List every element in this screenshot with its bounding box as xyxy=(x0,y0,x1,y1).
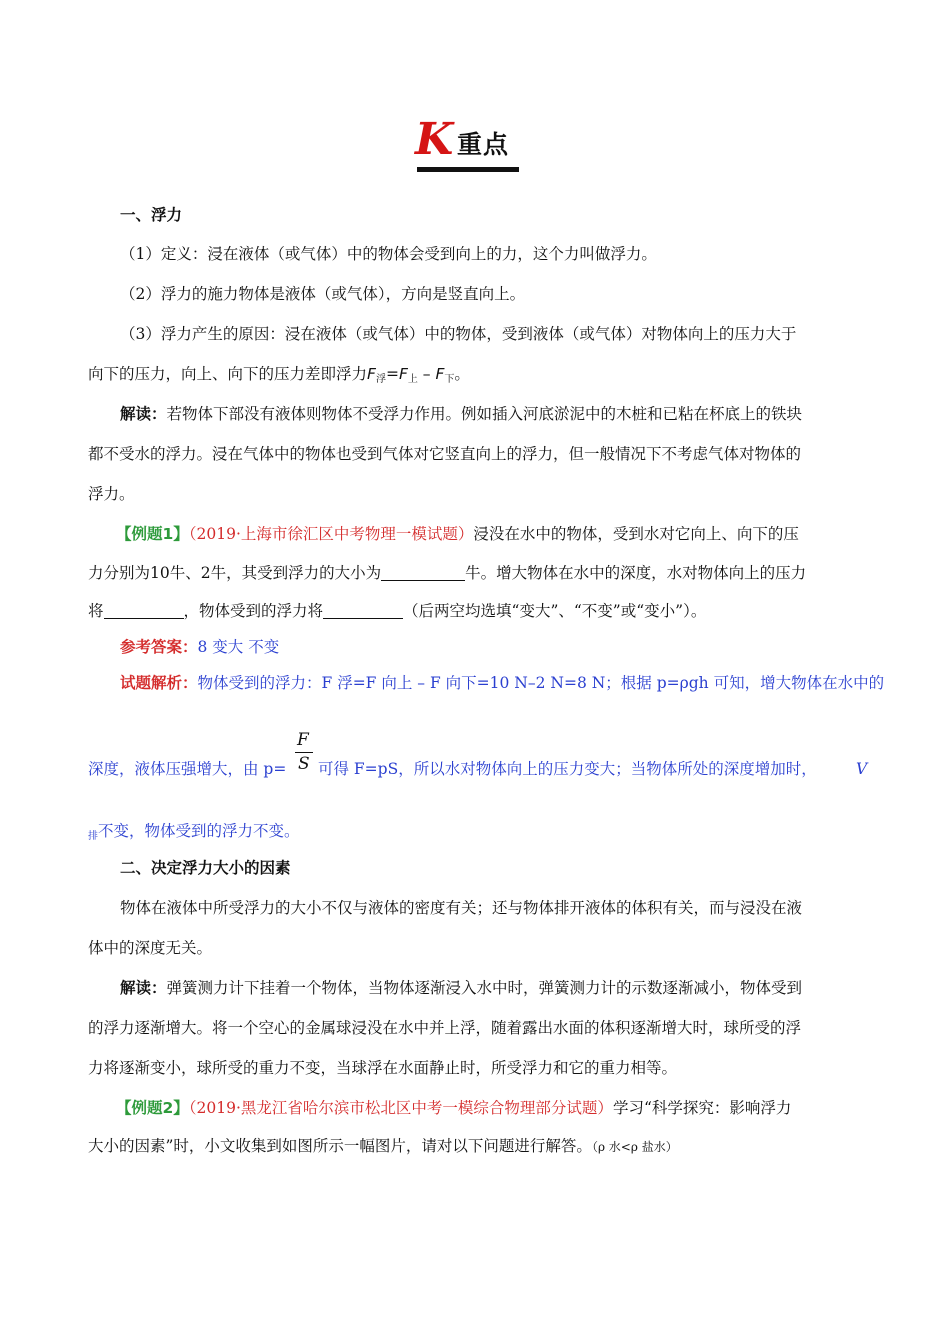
analysis-label: 试题解析： xyxy=(120,674,198,692)
section2-heading: 二、决定浮力大小的因素 xyxy=(120,859,291,877)
header-underline xyxy=(417,167,519,172)
example1-answer xyxy=(120,637,279,657)
analysis-text-3: 不变，物体受到的浮力不变。 xyxy=(98,822,300,840)
example1-line2 xyxy=(88,563,806,583)
section2-p1-line2: 体中的深度无关。 xyxy=(88,939,213,957)
section1-p2: （2）浮力的施力物体是液体（或气体），方向是竖直向上。 xyxy=(120,285,526,303)
fraction-denominator: S xyxy=(298,754,310,774)
explain2-label: 解读： xyxy=(120,979,167,997)
p3-line2-prefix: 向下的压力，向上、向下的压力差即浮力 xyxy=(88,365,368,383)
fraction-numerator: F xyxy=(297,730,309,750)
example1-line3-a: 将 xyxy=(88,602,104,620)
answer-blank-2[interactable] xyxy=(104,602,184,619)
formula-sub3: 下 xyxy=(444,374,455,385)
example1-analysis-v: V xyxy=(856,760,868,778)
header-letter: K xyxy=(415,114,454,165)
answer-blank-3[interactable] xyxy=(323,602,403,619)
example1-text: 浸没在水中的物体，受到水对它向上、向下的压 xyxy=(473,525,799,543)
formula-f3: F xyxy=(435,365,445,383)
section-header xyxy=(415,114,520,173)
example2-line2-text: 大小的因素”时，小文收集到如图所示一幅图片，请对以下问题进行解答。 xyxy=(88,1137,592,1155)
answer-blank-1[interactable] xyxy=(381,564,465,581)
section1-explain-line1 xyxy=(120,404,802,424)
section2-explain-line2: 的浮力逐渐增大。将一个空心的金属球浸没在水中并上浮，随着露出水面的体积逐渐增大时，球所受的浮 xyxy=(88,1019,802,1037)
example1-line3-c: （后两空均选填“变大”、“不变”或“变小”）。 xyxy=(403,602,707,620)
example2-text: 学习“科学探究：影响浮力 xyxy=(612,1099,792,1117)
section2-explain-line1 xyxy=(120,978,802,998)
example2-source: （2019·黑龙江省哈尔滨市松北区中考一模综合物理部分试题） xyxy=(188,1099,613,1117)
example1-tag: 【例题1】 xyxy=(116,525,189,543)
section1-explain-line2: 都不受水的浮力。浸在气体中的物体也受到气体对它竖直向上的浮力，但一般情况下不考虑气体对物体的 xyxy=(88,445,802,463)
formula-f1: F xyxy=(367,365,376,383)
answer-label: 参考答案： xyxy=(120,638,198,656)
analysis-sub-pai: 排 xyxy=(88,831,98,842)
explain2-text: 弹簧测力计下挂着一个物体，当物体逐渐浸入水中时，弹簧测力计的示数逐渐减小，物体受到 xyxy=(166,979,803,997)
example1-line3 xyxy=(88,601,706,621)
example1-line2-a: 力分别为10牛、2牛，其受到浮力的大小为 xyxy=(88,564,382,582)
example1-analysis-line2b: 可得 F=pS，所以水对物体向上的压力变大；当物体所处的深度增加时， xyxy=(318,760,817,778)
header-title: 重点 xyxy=(457,130,510,159)
section1-p3-line1: （3）浮力产生的原因：浸在液体（或气体）中的物体，受到液体（或气体）对物体向上的压力大于 xyxy=(120,325,797,343)
analysis-text-1: 物体受到的浮力：F 浮=F 向上 – F 向下=10 N–2 N=8 N；根据 p=ρgh 可知，增大物体在水中的 xyxy=(197,674,885,692)
formula-end: 。 xyxy=(454,365,470,383)
formula-sub1: 浮 xyxy=(375,374,386,385)
example1-line3-b: ，物体受到的浮力将 xyxy=(183,602,324,620)
formula-eq: = xyxy=(385,365,399,383)
fraction-bar xyxy=(295,752,313,753)
example1-source: （2019·上海市徐汇区中考物理一模试题） xyxy=(188,525,474,543)
section1-p3-line2 xyxy=(88,364,470,390)
explain-label: 解读： xyxy=(120,405,167,423)
example2-line1 xyxy=(116,1098,791,1118)
example2-note: （ρ 水<ρ 盐水） xyxy=(591,1140,678,1154)
formula-f2: F xyxy=(398,365,408,383)
example1-analysis-line1 xyxy=(120,673,884,693)
example1-analysis-line3 xyxy=(88,821,300,847)
formula-sub2: 上 xyxy=(407,374,418,385)
section1-heading: 一、浮力 xyxy=(120,206,183,224)
example1-analysis-line2a: 深度，液体压强增大，由 p= xyxy=(88,760,287,778)
example2-tag: 【例题2】 xyxy=(116,1099,189,1117)
example2-line2 xyxy=(88,1136,678,1157)
example1-line2-b: 牛。增大物体在水中的深度，水对物体向上的压力 xyxy=(465,564,807,582)
explain-text: 若物体下部没有液体则物体不受浮力作用。例如插入河底淤泥中的木桩和已粘在杯底上的铁块 xyxy=(166,405,803,423)
section2-p1-line1: 物体在液体中所受浮力的大小不仅与液体的密度有关；还与物体排开液体的体积有关，而与浸没在液 xyxy=(120,899,803,917)
section1-explain-line3: 浮力。 xyxy=(88,485,135,503)
example1-line1 xyxy=(116,524,799,544)
section2-explain-line3: 力将逐渐变小，球所受的重力不变，当球浮在水面静止时，所受浮力和它的重力相等。 xyxy=(88,1059,678,1077)
formula-minus: – xyxy=(417,365,436,383)
answer-text: 8 变大 不变 xyxy=(197,638,280,656)
section1-p1: （1）定义：浸在液体（或气体）中的物体会受到向上的力，这个力叫做浮力。 xyxy=(120,245,657,263)
